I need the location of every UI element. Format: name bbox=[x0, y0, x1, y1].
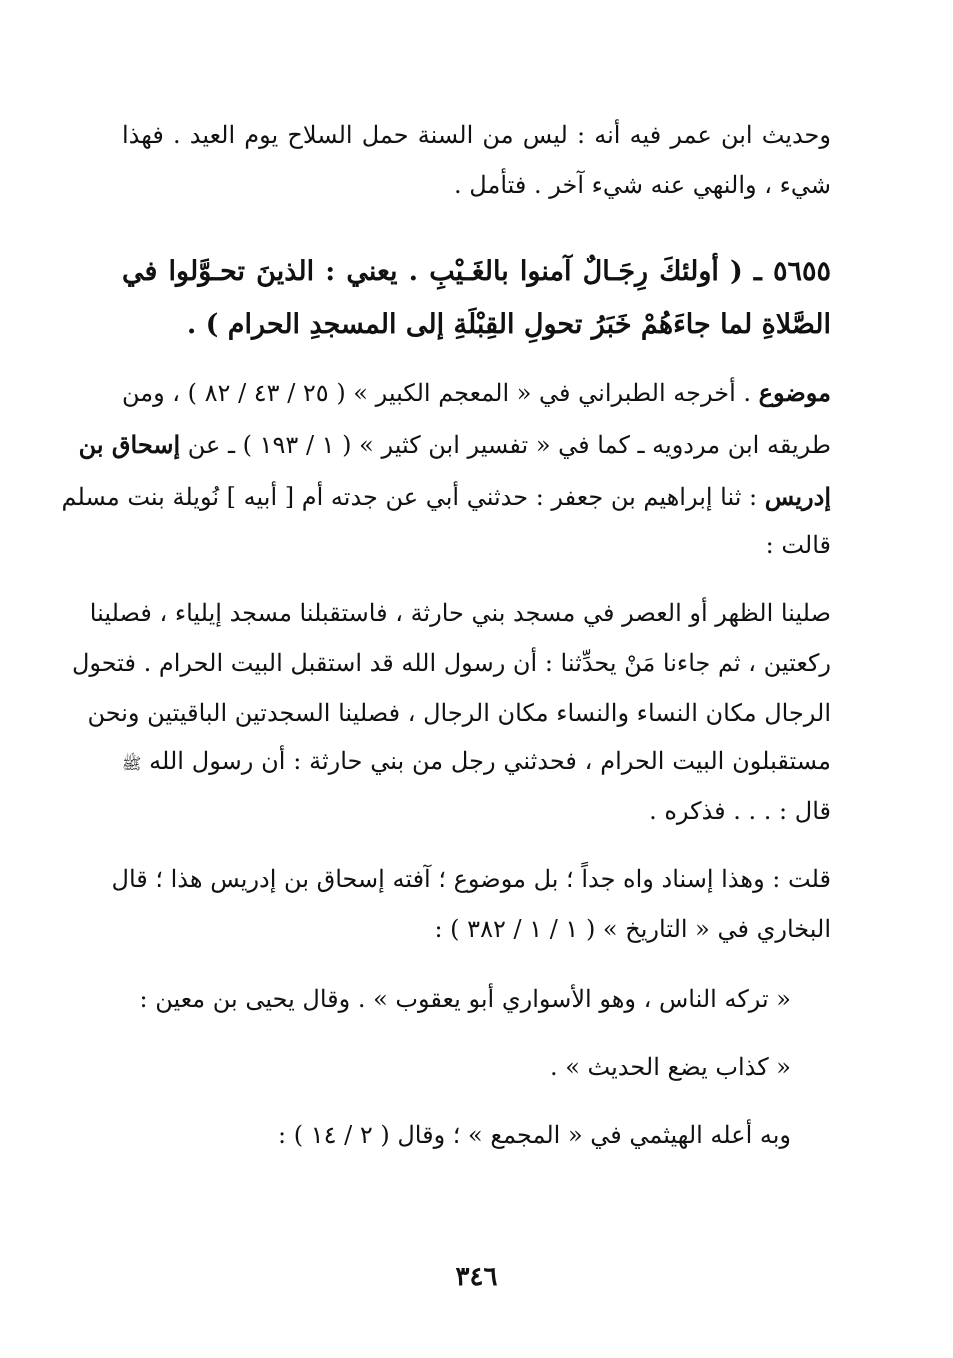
paragraph-3-line-3: الرجال مكان النساء والنساء مكان الرجال ، فصلينا السجدتين الباقيتين ونحن bbox=[87, 699, 831, 727]
paragraph-3-line-2: ركعتين ، ثم جاءنا مَنْ يحدِّثنا : أن رسول الله قد استقبل البيت الحرام . فتحول bbox=[71, 649, 831, 677]
paragraph-2-line-4: قالت : bbox=[765, 531, 831, 559]
narrator-name-part-1: إسحاق بن bbox=[78, 430, 181, 459]
paragraph-2-line-3-text: : ثنا إبراهيم بن جعفر : حدثني أبي عن جدته أم [ أبيه ] نُويلة بنت مسلم bbox=[61, 483, 758, 511]
page-number: ٣٤٦ bbox=[455, 1262, 498, 1292]
quote-2: « كذاب يضع الحديث » . bbox=[549, 1053, 791, 1081]
paragraph-5: وبه أعله الهيثمي في « المجمع » ؛ وقال ( ٢ / ١٤ ) : bbox=[277, 1121, 791, 1149]
paragraph-2-line-2-text: طريقه ابن مردويه ـ كما في « تفسير ابن كثير » ( ١ / ١٩٣ ) ـ عن bbox=[187, 431, 831, 459]
quote-1: « تركه الناس ، وهو الأسواري أبو يعقوب » . وقال يحيى بن معين : bbox=[139, 985, 791, 1013]
paragraph-1-line-1: وحديث ابن عمر فيه أنه : ليس من السنة حمل السلاح يوم العيد . فهذا bbox=[122, 121, 831, 149]
hadith-heading-line-1: ٥٦٥٥ ـ ( أولئكَ رِجَـالٌ آمنوا بالغَـيْبِ . يعني : الذينَ تحـوَّلوا في bbox=[122, 256, 831, 287]
paragraph-4-line-2: البخاري في « التاريخ » ( ١ / ١ / ٣٨٢ ) : bbox=[434, 915, 831, 943]
salutation-symbol: ﷺ bbox=[122, 754, 142, 773]
paragraph-3-line-4 bbox=[122, 744, 831, 781]
verdict-label: موضوع bbox=[758, 378, 831, 407]
paragraph-2-line-2 bbox=[78, 428, 831, 462]
paragraph-3-line-4-text: مستقبلون البيت الحرام ، فحدثني رجل من بني حارثة : أن رسول الله bbox=[149, 747, 831, 775]
paragraph-3-line-5: قال : . . . فذكره . bbox=[649, 797, 831, 825]
paragraph-1-line-2: شيء ، والنهي عنه شيء آخر . فتأمل . bbox=[454, 171, 831, 199]
hadith-heading-line-2: الصَّلاةِ لما جاءَهُمْ خَبَرُ تحولِ القِبْلَةِ إلى المسجدِ الحرام ) . bbox=[186, 309, 831, 340]
paragraph-3-line-1: صلينا الظهر أو العصر في مسجد بني حارثة ، فاستقبلنا مسجد إيلياء ، فصلينا bbox=[89, 599, 831, 627]
paragraph-2-line-1-text: . أخرجه الطبراني في « المعجم الكبير » ( ٢٥ / ٤٣ / ٨٢ ) ، ومن bbox=[121, 379, 751, 407]
narrator-name-part-2: إدريس bbox=[764, 482, 831, 511]
paragraph-2-line-3 bbox=[61, 480, 831, 514]
paragraph-4-line-1: قلت : وهذا إسناد واه جداً ؛ بل موضوع ؛ آفته إسحاق بن إدريس هذا ؛ قال bbox=[111, 865, 831, 893]
paragraph-2-line-1 bbox=[122, 376, 831, 410]
